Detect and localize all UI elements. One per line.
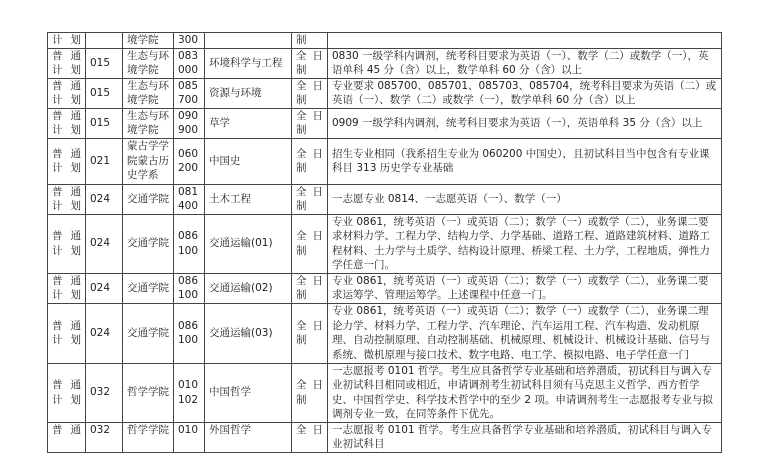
major-code-cell: 081 400 bbox=[174, 184, 205, 214]
table-row bbox=[48, 48, 722, 78]
school-code-cell: 024 bbox=[86, 214, 123, 273]
table-row bbox=[48, 214, 722, 273]
table-row bbox=[48, 363, 722, 422]
table-row bbox=[48, 138, 722, 184]
school-code-cell: 015 bbox=[86, 78, 123, 108]
school-name-cell: 交通学院 bbox=[123, 184, 174, 214]
study-mode-cell: 全 日 制 bbox=[292, 273, 328, 303]
school-code-cell: 024 bbox=[86, 303, 123, 363]
school-code-cell: 015 bbox=[86, 48, 123, 78]
study-mode-cell: 全 日 制 bbox=[292, 78, 328, 108]
school-name-cell: 境学院 bbox=[123, 33, 174, 49]
table-row bbox=[48, 303, 722, 363]
major-name-cell: 中国哲学 bbox=[205, 363, 292, 422]
study-mode-cell: 全 日 制 bbox=[292, 184, 328, 214]
requirement-cell: 专业要求 085700、085701、085703、085704，统考科目要求为英语（二）或英语（一）、数学（二）或数学（一），数学单科 60 分（含）以上 bbox=[328, 78, 722, 108]
major-name-cell: 交通运输(01) bbox=[205, 214, 292, 273]
study-mode-cell: 全 日 制 bbox=[292, 108, 328, 138]
school-code-cell: 024 bbox=[86, 273, 123, 303]
plan-type-cell: 计划 bbox=[48, 33, 86, 49]
major-name-cell: 外国哲学 bbox=[205, 422, 292, 452]
requirement-cell: 0909 一级学科内调剂，统考科目要求为英语（一），英语单科 35 分（含）以上 bbox=[328, 108, 722, 138]
major-code-cell: 083 000 bbox=[174, 48, 205, 78]
table-row bbox=[48, 78, 722, 108]
school-name-cell: 交通学院 bbox=[123, 303, 174, 363]
requirement-cell: 专业 0861，统考英语（一）或英语（二）；数学（一）或数学（二），业务课二要求材料力学、工程力学、结构力学、力学基础、道路工程、道路建筑材料、道路工程材料、土力学与土质学、结构设计原理、桥梁工程、土力学，工程地质，弹性力学任意一门。 bbox=[328, 214, 722, 273]
study-mode-cell: 全 日 制 bbox=[292, 138, 328, 184]
plan-type-cell: 普 通 计划 bbox=[48, 214, 86, 273]
plan-type-cell: 普 通 计划 bbox=[48, 138, 86, 184]
major-code-cell: 086 100 bbox=[174, 303, 205, 363]
major-name-cell: 交通运输(02) bbox=[205, 273, 292, 303]
major-code-cell: 086 100 bbox=[174, 273, 205, 303]
school-name-cell: 哲学学院 bbox=[123, 363, 174, 422]
school-name-cell: 哲学学院 bbox=[123, 422, 174, 452]
school-name-cell: 交通学院 bbox=[123, 214, 174, 273]
major-code-cell: 300 bbox=[174, 33, 205, 49]
major-name-cell: 交通运输(03) bbox=[205, 303, 292, 363]
requirement-cell bbox=[328, 33, 722, 49]
school-code-cell: 021 bbox=[86, 138, 123, 184]
table-row bbox=[48, 422, 722, 452]
school-code-cell: 032 bbox=[86, 363, 123, 422]
major-name-cell bbox=[205, 33, 292, 49]
school-name-cell: 蒙古学学院蒙古历史学系 bbox=[123, 138, 174, 184]
major-code-cell: 010 102 bbox=[174, 363, 205, 422]
requirement-cell: 一志愿报考 0101 哲学。考生应具备哲学专业基础和培养潜质，初试科目与调入专业初试科目相同或相近，申请调剂考生初试科目须有马克思主义哲学、西方哲学史、中国哲学史、科学技术哲学中的至少 2 项。申请调剂考生一志愿报考专业与拟调剂专业一致，在同等条件下优先。 bbox=[328, 363, 722, 422]
study-mode-cell: 全 日 制 bbox=[292, 48, 328, 78]
study-mode-cell: 全 日 制 bbox=[292, 363, 328, 422]
major-code-cell: 060 200 bbox=[174, 138, 205, 184]
major-code-cell: 090 900 bbox=[174, 108, 205, 138]
plan-type-cell: 普 通 bbox=[48, 422, 86, 452]
requirement-cell: 专业 0861，统考英语（一）或英语（二）；数学（一）或数学（二），业务课二要求运筹学、管理运筹学。上述课程中任意一门。 bbox=[328, 273, 722, 303]
school-code-cell bbox=[86, 33, 123, 49]
school-name-cell: 生态与环境学院 bbox=[123, 48, 174, 78]
study-mode-cell: 全 日 制 bbox=[292, 303, 328, 363]
major-code-cell: 010 bbox=[174, 422, 205, 452]
plan-type-cell: 普 通 计划 bbox=[48, 303, 86, 363]
table-row bbox=[48, 108, 722, 138]
major-name-cell: 环境科学与工程 bbox=[205, 48, 292, 78]
study-mode-cell: 制 bbox=[292, 33, 328, 49]
school-code-cell: 032 bbox=[86, 422, 123, 452]
table-row bbox=[48, 273, 722, 303]
plan-type-cell: 普 通 计划 bbox=[48, 48, 86, 78]
school-name-cell: 交通学院 bbox=[123, 273, 174, 303]
requirement-cell: 一志愿报考 0101 哲学。考生应具备哲学专业基础和培养潜质，初试科目与调入专业初试科目 bbox=[328, 422, 722, 452]
major-name-cell: 资源与环境 bbox=[205, 78, 292, 108]
major-name-cell: 土木工程 bbox=[205, 184, 292, 214]
requirement-cell: 0830 一级学科内调剂，统考科目要求为英语（一）、数学（二）或数学（一），英语单科 45 分（含）以上，数学单科 60 分（含）以上 bbox=[328, 48, 722, 78]
school-name-cell: 生态与环境学院 bbox=[123, 78, 174, 108]
requirement-cell: 一志愿专业 0814、一志愿英语（一）、数学（一） bbox=[328, 184, 722, 214]
adjustment-table bbox=[47, 32, 722, 453]
major-name-cell: 草学 bbox=[205, 108, 292, 138]
study-mode-cell: 全 日 bbox=[292, 422, 328, 452]
major-code-cell: 086 100 bbox=[174, 214, 205, 273]
plan-type-cell: 普 通 计划 bbox=[48, 78, 86, 108]
plan-type-cell: 普 通 计划 bbox=[48, 363, 86, 422]
table-row bbox=[48, 33, 722, 49]
plan-type-cell: 普 通 计划 bbox=[48, 108, 86, 138]
major-code-cell: 085 700 bbox=[174, 78, 205, 108]
major-name-cell: 中国史 bbox=[205, 138, 292, 184]
school-code-cell: 015 bbox=[86, 108, 123, 138]
table-row bbox=[48, 184, 722, 214]
requirement-cell: 招生专业相同（我系招生专业为 060200 中国史），且初试科目当中包含有专业课科目 313 历史学专业基础 bbox=[328, 138, 722, 184]
school-name-cell: 生态与环境学院 bbox=[123, 108, 174, 138]
plan-type-cell: 普 通 计划 bbox=[48, 184, 86, 214]
study-mode-cell: 全 日 制 bbox=[292, 214, 328, 273]
plan-type-cell: 普 通 计划 bbox=[48, 273, 86, 303]
school-code-cell: 024 bbox=[86, 184, 123, 214]
requirement-cell: 专业 0861，统考英语（一）或英语（二）；数学（一）或数学（二），业务课二理论力学、材料力学、工程力学、汽车理论、汽车运用工程、汽车构造、发动机原理、自动控制原理、自动控制基础、机械原理、机械设计、机械设计基础、信号与系统、微机原理与接口技术、数字电路、电工学、模拟电路、电子学任意一门 bbox=[328, 303, 722, 363]
